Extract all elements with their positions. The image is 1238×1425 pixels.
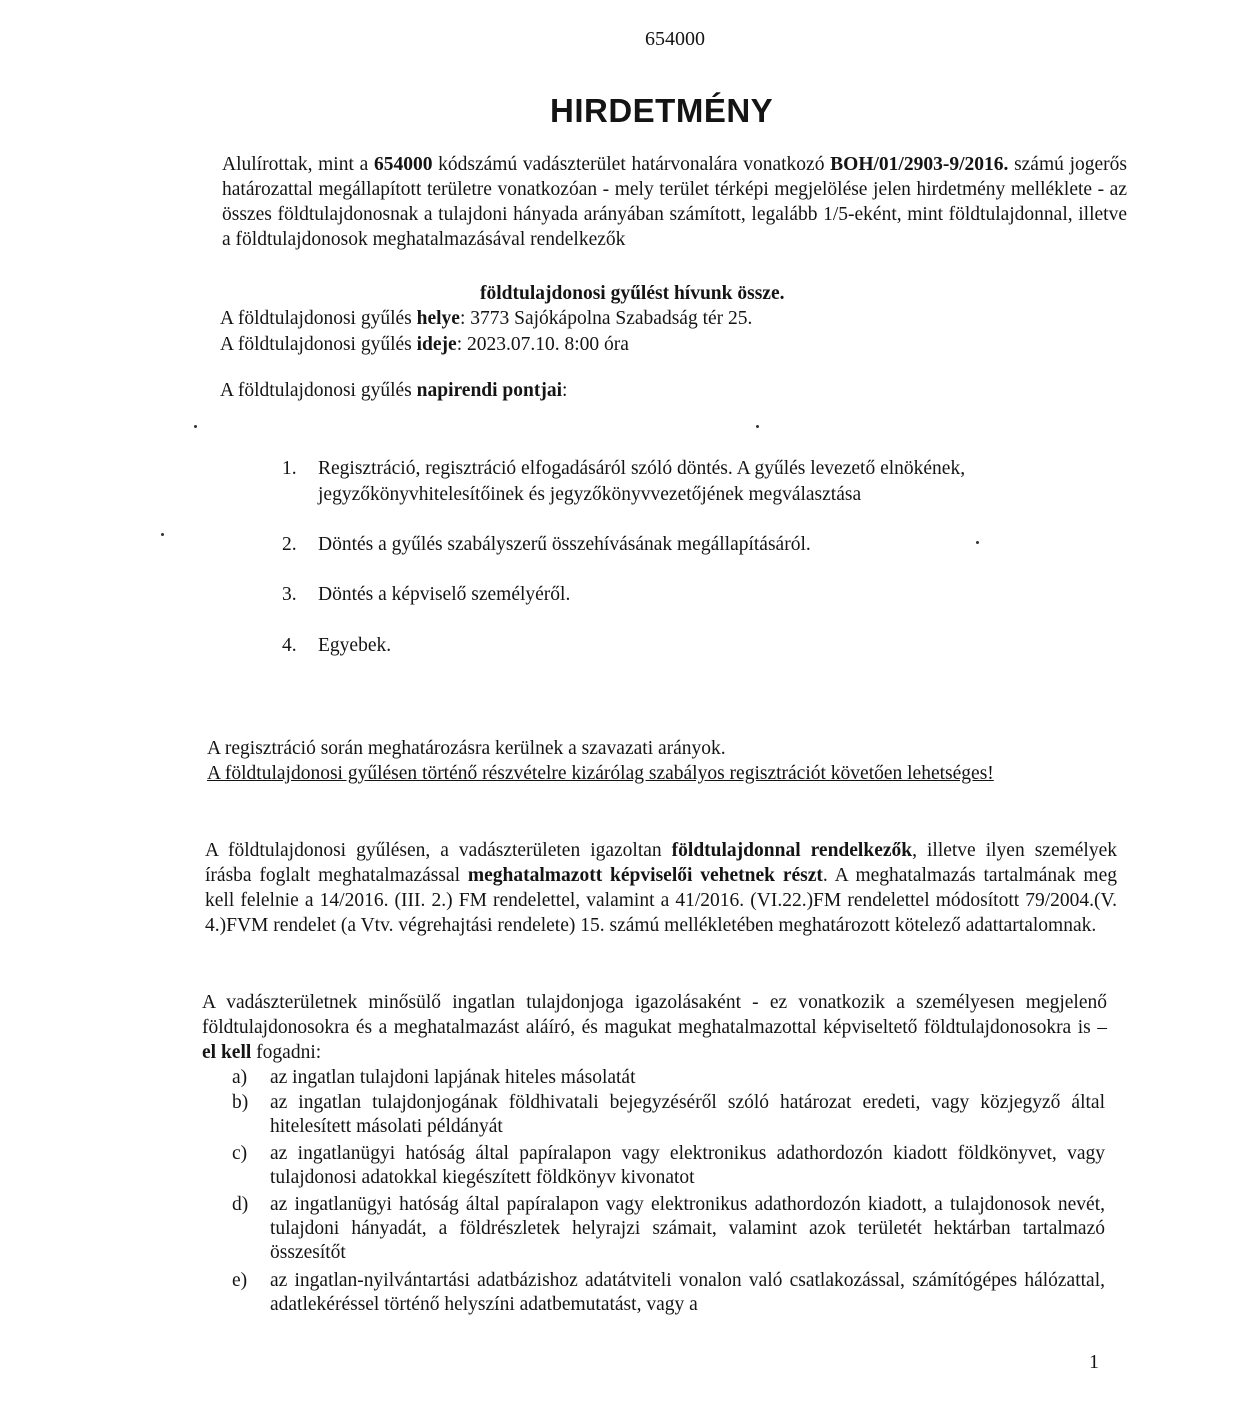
- document-code: 654000: [645, 28, 705, 50]
- document-list-text: az ingatlanügyi hatóság által papíralapon vagy elektronikus adathordozón kiadott, a tulajdonosok nevét, tulajdoni hányadát, a földrészletek helyrajzi számait, valamint azok területét hektárban tartalmazó összesítőt: [270, 1194, 1105, 1263]
- intro-code: 654000: [373, 154, 433, 175]
- participation-paragraph: [205, 838, 1117, 938]
- participation-text-1: A földtulajdonosi gyűlésen, a vadászterületen igazoltan: [205, 840, 672, 861]
- document-list-letter: b): [232, 1092, 249, 1113]
- meeting-place-value: : 3773 Sajókápolna Szabadság tér 25.: [459, 308, 753, 329]
- document-title: HIRDETMÉNY: [550, 92, 774, 129]
- meeting-place-label: helye: [416, 308, 460, 329]
- agenda-item-number: 2.: [282, 534, 297, 555]
- agenda-item-text: Döntés a gyűlés szabályszerű összehívásának megállapításáról.: [318, 534, 811, 555]
- intro-text-2: kódszámú vadászterület határvonalára vonatkozó: [432, 154, 831, 175]
- document-list-letter: c): [232, 1143, 248, 1164]
- document-list-text: az ingatlan tulajdonjogának földhivatali bejegyzéséről szóló határozat eredeti, vagy közjegyző által hitelesített másolati példányát: [270, 1092, 1105, 1137]
- intro-text-3: számú jogerős határozattal megállapított területre vonatkozóan - mely terület térképi megjelölése jelen hirdetmény melléklete - az összes földtulajdonosnak a tulajdoni hányada arányában számított, legalább 1/5-eként, mint földtulajdonnal, illetve a földtulajdonosok meghatalmazásával rendelkezők: [222, 154, 1127, 250]
- registration-line: A regisztráció során meghatározásra kerülnek a szavazati arányok.: [207, 738, 726, 759]
- participation-bold-2: meghatalmazott képviselői vehetnek részt: [467, 865, 823, 886]
- meeting-call: földtulajdonosi gyűlést hívunk össze.: [480, 283, 785, 304]
- scan-speck: [194, 425, 197, 428]
- agenda-item-text: Egyebek.: [318, 635, 392, 656]
- document-list-item: [232, 1066, 1105, 1090]
- scan-speck: [756, 425, 759, 428]
- agenda-item-number: 4.: [282, 635, 297, 656]
- agenda-heading-prefix: A földtulajdonosi gyűlés: [220, 380, 417, 401]
- document-list-item: [232, 1091, 1105, 1139]
- intro-text-1: Alulírottak, mint a: [222, 154, 374, 175]
- registration-warning: A földtulajdonosi gyűlésen történő részvételre kizárólag szabályos regisztrációt követően lehetséges!: [207, 763, 994, 784]
- document-list-text: az ingatlanügyi hatóság által papíralapon vagy elektronikus adathordozón kiadott földkönyvet, vagy tulajdonosi adatokkal kiegészített földkönyv kivonatot: [270, 1143, 1105, 1188]
- document-list-text: az ingatlan tulajdoni lapjának hiteles másolatát: [270, 1067, 636, 1088]
- participation-bold-1: földtulajdonnal rendelkezők: [671, 840, 913, 861]
- document-list-item: [232, 1193, 1105, 1265]
- scan-speck: [976, 541, 979, 544]
- proof-bold: el kell: [202, 1042, 252, 1063]
- intro-reference: BOH/01/2903-9/2016.: [830, 154, 1009, 175]
- meeting-time-prefix: A földtulajdonosi gyűlés: [220, 334, 417, 355]
- agenda-item-text: Regisztráció, regisztráció elfogadásáról szóló döntés. A gyűlés levezető elnökének, jegyzőkönyvhitelesítőinek és jegyzőkönyvvezetőjének megválasztása: [318, 458, 966, 505]
- document-list-text: az ingatlan-nyilvántartási adatbázishoz adatátviteli vonalon való csatlakozással, számítógépes hálózattal, adatlekéréssel történő helyszíni adatbemutatást, vagy a: [270, 1270, 1105, 1315]
- document-list-letter: e): [232, 1270, 248, 1291]
- meeting-time-label: ideje: [416, 334, 457, 355]
- agenda-item-text: Döntés a képviselő személyéről.: [318, 584, 571, 605]
- proof-text-2: fogadni:: [251, 1042, 322, 1063]
- proof-paragraph: [202, 990, 1107, 1065]
- agenda-item: [282, 532, 1098, 558]
- registration-note: [207, 736, 1107, 786]
- document-list-item: [232, 1142, 1105, 1190]
- meeting-place: [220, 308, 752, 330]
- document-list-letter: d): [232, 1194, 249, 1215]
- document-list-letter: a): [232, 1067, 248, 1088]
- page-number: 1: [1089, 1351, 1099, 1373]
- agenda-heading-label: napirendi pontjai: [416, 380, 563, 401]
- meeting-time-value: : 2023.07.10. 8:00 óra: [456, 334, 629, 355]
- agenda-item-number: 3.: [282, 584, 297, 605]
- scan-speck: [161, 533, 164, 536]
- agenda-item-number: 1.: [282, 458, 297, 479]
- proof-text-1: A vadászterületnek minősülő ingatlan tulajdonjoga igazolásaként - ez vonatkozik a személyesen megjelenő földtulajdonosokra és a meghatalmazást aláíró, és magukat meghatalmazottal képviseltető földtulajdonosokra is –: [202, 992, 1107, 1038]
- agenda-item: [282, 582, 1098, 608]
- document-list-item: [232, 1269, 1105, 1317]
- agenda-item: [282, 633, 1098, 659]
- intro-paragraph: [222, 152, 1127, 252]
- participation-text-2: , illetve ilyen személyek írásba foglalt meghatalmazással: [205, 840, 1117, 886]
- agenda-heading: [220, 380, 567, 402]
- participation-text-3: . A meghatalmazás tartalmának meg kell felelnie a 14/2016. (III. 2.) FM rendelettel, valamint a 41/2016. (VI.22.)FM rendelettel módosított 79/2004.(V. 4.)FVM rendelet (a Vtv. végrehajtási rendelete) 15. számú mellékletében meghatározott kötelező adattartalomnak.: [205, 865, 1117, 936]
- meeting-place-prefix: A földtulajdonosi gyűlés: [220, 308, 417, 329]
- agenda-item: [282, 456, 1098, 508]
- meeting-time: [220, 334, 629, 356]
- agenda-heading-colon: :: [562, 380, 568, 401]
